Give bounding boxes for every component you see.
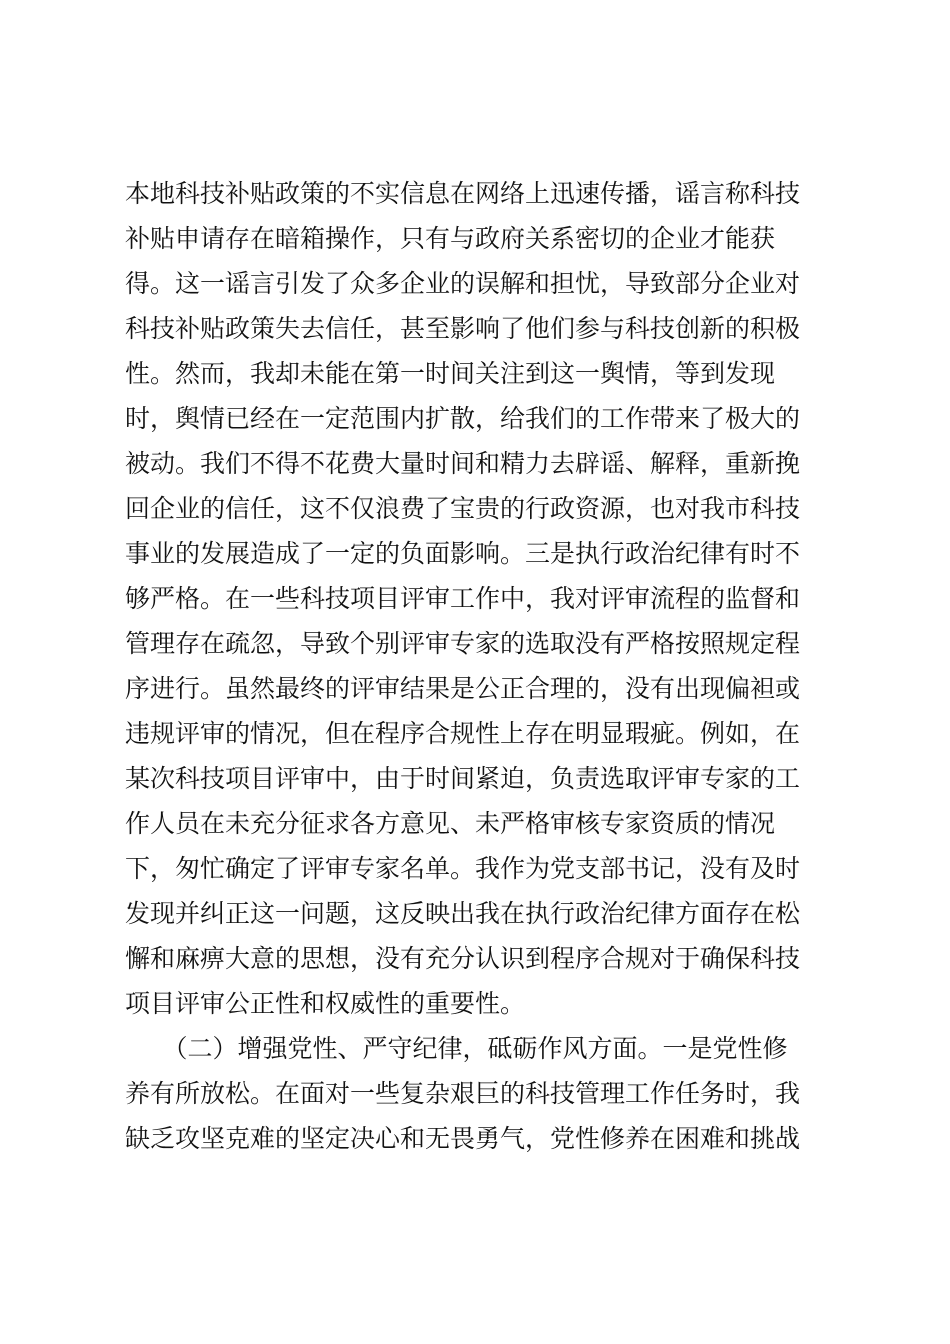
text-line: 时，舆情已经在一定范围内扩散，给我们的工作带来了极大的 [125,404,801,433]
text-line: 管理存在疏忽，导致个别评审专家的选取没有严格按照规定程 [125,629,801,658]
text-line: 发现并纠正这一问题，这反映出我在执行政治纪律方面存在松 [125,899,801,928]
text-line: 够严格。在一些科技项目评审工作中，我对评审流程的监督和 [125,584,801,613]
text-line: 项目评审公正性和权威性的重要性。 [125,989,526,1018]
text-line: 事业的发展造成了一定的负面影响。三是执行政治纪律有时不 [125,539,801,568]
text-line: 得。这一谣言引发了众多企业的误解和担忧，导致部分企业对 [125,269,801,298]
text-line: 本地科技补贴政策的不实信息在网络上迅速传播，谣言称科技 [125,179,801,208]
text-line: 缺乏攻坚克难的坚定决心和无畏勇气，党性修养在困难和挑战 [125,1124,801,1153]
text-line: 补贴申请存在暗箱操作，只有与政府关系密切的企业才能获 [125,224,776,253]
text-line: 性。然而，我却未能在第一时间关注到这一舆情，等到发现 [125,359,776,388]
text-line: 懈和麻痹大意的思想，没有充分认识到程序合规对于确保科技 [125,944,801,973]
text-line: 作人员在未充分征求各方意见、未严格审核专家资质的情况 [125,809,776,838]
text-line: 序进行。虽然最终的评审结果是公正合理的，没有出现偏袒或 [125,674,801,703]
body-text [125,171,825,1161]
text-line: 违规评审的情况，但在程序合规性上存在明显瑕疵。例如，在 [125,719,801,748]
section-heading-line: （二）增强党性、严守纪律，砥砺作风方面。一是党性修 [125,1034,788,1063]
text-line: 被动。我们不得不花费大量时间和精力去辟谣、解释，重新挽 [125,449,801,478]
text-line: 某次科技项目评审中，由于时间紧迫，负责选取评审专家的工 [125,764,801,793]
text-line: 科技补贴政策失去信任，甚至影响了他们参与科技创新的积极 [125,314,801,343]
text-line: 养有所放松。在面对一些复杂艰巨的科技管理工作任务时，我 [125,1079,801,1108]
text-line: 回企业的信任，这不仅浪费了宝贵的行政资源，也对我市科技 [125,494,801,523]
text-line: 下，匆忙确定了评审专家名单。我作为党支部书记，没有及时 [125,854,801,883]
